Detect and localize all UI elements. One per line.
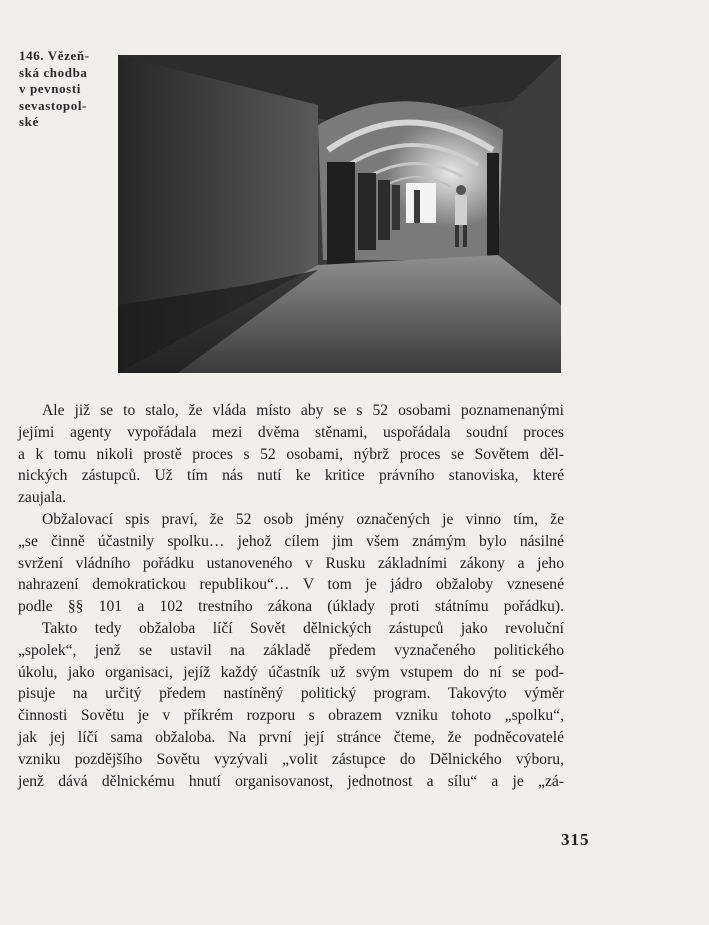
text-line: podle §§ 101 a 102 trestního zákona (úklady proti státnímu pořádku). [18, 598, 564, 616]
figure-caption [19, 48, 111, 131]
page-number: 315 [561, 830, 590, 849]
caption-line: 146. Vězeň- [19, 48, 90, 63]
text-line: úkolu, jako organisaci, jejíž každý účastník už svým vstupem do ní se pod- [18, 663, 564, 681]
text-line: „spolek“, jenž se ustavil na základě předem vyznačeného politického [18, 641, 564, 659]
text-line: jenž dává dělnickému hnutí organisovanost, jednotnost a sílu“ a je „zá- [18, 772, 564, 790]
text-line: Takto tedy obžaloba líčí Sovět dělnických zástupců jako revoluční [42, 619, 564, 637]
text-line: vzniku pozdějšího Sovětu vyzývali „volit zástupce do Dělnického výboru, [18, 750, 564, 768]
text-line: činnosti Sovětu je v příkrém rozporu s obrazem vzniku tohoto „spolku“, [18, 707, 564, 725]
caption-line: ské [19, 114, 39, 129]
text-line: nahrazení demokratickou republikou“… V tom je jádro obžaloby vznesené [18, 576, 564, 594]
text-line: jejími agenty vypořádala mezi dvěma stěnami, uspořádala soudní proces [18, 423, 564, 441]
text-line: svržení vládního pořádku ustanoveného v Rusku základními zákony a jeho [18, 554, 564, 572]
text-line: a k tomu nikoli prostě proces s 52 osobami, nýbrž proces se Sovětem děl- [18, 445, 564, 463]
caption-line: sevastopol- [19, 97, 87, 113]
text-line: pisuje na určitý předem nastíněný politický program. Takovýto výměr [18, 685, 564, 703]
text-line: Ale již se to stalo, že vláda místo aby se s 52 osobami poznamenanými [42, 402, 564, 419]
text-line: nických zástupců. Už tím nás nutí ke kritice právního stanoviska, které [18, 467, 564, 485]
caption-line: ská chodba [19, 64, 88, 80]
text-line: zaujala. [18, 489, 67, 507]
text-line: jak jej líčí sama obžaloba. Na první její stránce čteme, že podněcovatelé [18, 728, 564, 746]
body-text [18, 400, 564, 792]
text-line: Obžalovací spis praví, že 52 osob jmény označených je vinno tím, že [42, 510, 564, 528]
text-line: „se činně účastnily spolku… jehož cílem jim všem známým bylo násilné [18, 532, 564, 550]
prison-corridor-photo [118, 55, 561, 373]
caption-line: v pevnosti [19, 81, 81, 96]
